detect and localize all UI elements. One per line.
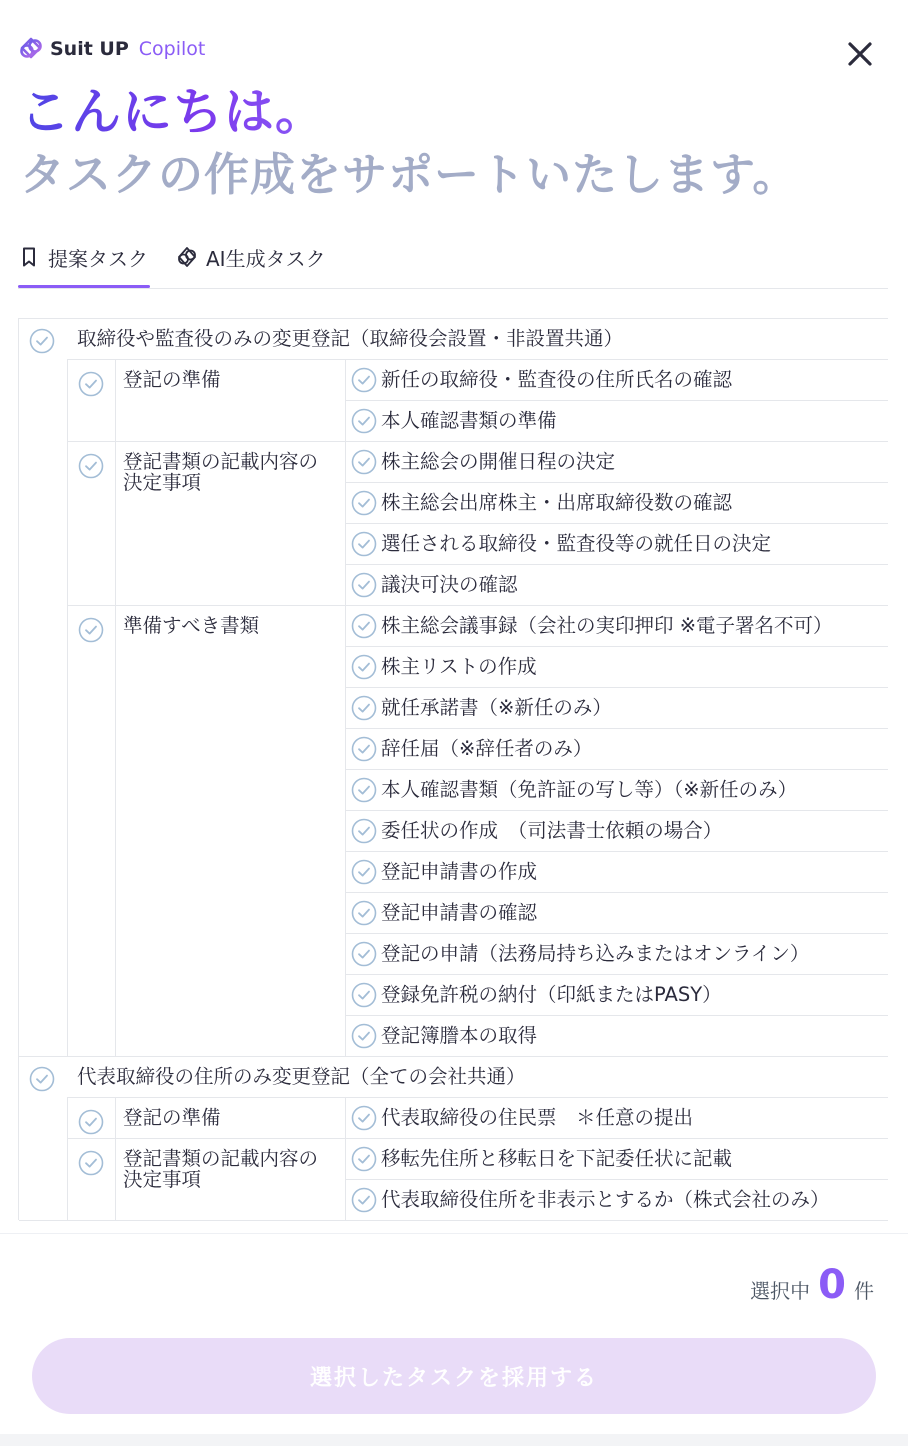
task-item-label: 登記申請書の作成 bbox=[381, 860, 538, 883]
task-item-checkbox[interactable] bbox=[351, 941, 377, 967]
brand-name: Suit UP bbox=[50, 38, 129, 60]
row-divider bbox=[345, 892, 888, 893]
task-item-label: 委任状の作成 （司法書士依頼の場合） bbox=[381, 819, 723, 842]
row-divider bbox=[67, 1138, 888, 1139]
column-divider bbox=[67, 1097, 68, 1220]
row-divider bbox=[345, 687, 888, 688]
task-item-label: 株主総会議事録（会社の実印押印 ※電子署名不可） bbox=[381, 614, 833, 637]
task-item-label: 選任される取締役・監査役等の就任日の決定 bbox=[381, 532, 772, 555]
row-divider bbox=[67, 605, 888, 606]
column-divider bbox=[345, 1097, 346, 1138]
task-section-checkbox[interactable] bbox=[78, 617, 104, 643]
task-tabs bbox=[18, 226, 888, 289]
task-group-checkbox[interactable] bbox=[29, 328, 55, 354]
task-item-checkbox[interactable] bbox=[351, 613, 377, 639]
task-item-checkbox[interactable] bbox=[351, 408, 377, 434]
column-divider bbox=[345, 605, 346, 1056]
row-divider bbox=[345, 482, 888, 483]
column-divider bbox=[345, 359, 346, 441]
footer-panel bbox=[0, 1233, 908, 1446]
greeting-title: こんにちは。 bbox=[20, 83, 326, 141]
ai-link-icon bbox=[176, 246, 198, 268]
column-divider bbox=[345, 1138, 346, 1220]
task-item-checkbox[interactable] bbox=[351, 859, 377, 885]
task-section-title: 登記書類の記載内容の決定事項 bbox=[123, 1147, 319, 1191]
task-item-label: 就任承諾書（※新任のみ） bbox=[381, 696, 612, 719]
row-divider bbox=[345, 646, 888, 647]
row-divider bbox=[67, 441, 888, 442]
tab-label: AI生成タスク bbox=[206, 246, 326, 271]
row-divider bbox=[345, 400, 888, 401]
column-divider bbox=[115, 605, 116, 1056]
row-divider bbox=[345, 810, 888, 811]
bookmark-icon bbox=[18, 246, 40, 268]
column-divider bbox=[115, 441, 116, 605]
task-item-checkbox[interactable] bbox=[351, 1187, 377, 1213]
task-item-label: 株主リストの作成 bbox=[381, 655, 537, 678]
count-number: 0 bbox=[818, 1262, 846, 1308]
task-item-checkbox[interactable] bbox=[351, 572, 377, 598]
active-tab-indicator bbox=[18, 285, 150, 288]
column-divider bbox=[115, 1097, 116, 1138]
task-item-label: 本人確認書類の準備 bbox=[381, 409, 557, 432]
task-section-title: 登記書類の記載内容の決定事項 bbox=[123, 450, 319, 494]
task-section-checkbox[interactable] bbox=[78, 453, 104, 479]
task-item-checkbox[interactable] bbox=[351, 490, 377, 516]
column-divider bbox=[67, 359, 68, 1056]
column-divider bbox=[115, 359, 116, 441]
task-item-label: 辞任届（※辞任者のみ） bbox=[381, 737, 593, 760]
task-item-checkbox[interactable] bbox=[351, 367, 377, 393]
task-item-label: 代表取締役住所を非表示とするか（株式会社のみ） bbox=[381, 1188, 830, 1211]
task-item-checkbox[interactable] bbox=[351, 1023, 377, 1049]
row-divider bbox=[345, 1179, 888, 1180]
task-item-checkbox[interactable] bbox=[351, 1146, 377, 1172]
task-item-label: 登記申請書の確認 bbox=[381, 901, 538, 924]
task-item-checkbox[interactable] bbox=[351, 777, 377, 803]
task-item-label: 移転先住所と移転日を下記委任状に記載 bbox=[381, 1147, 733, 1170]
task-item-label: 登記簿謄本の取得 bbox=[381, 1024, 538, 1047]
task-item-label: 新任の取締役・監査役の住所氏名の確認 bbox=[381, 368, 733, 391]
row-divider bbox=[67, 1097, 888, 1098]
task-item-checkbox[interactable] bbox=[351, 1105, 377, 1131]
task-item-checkbox[interactable] bbox=[351, 531, 377, 557]
suitup-logo-icon bbox=[18, 36, 44, 62]
brand-sub: Copilot bbox=[138, 38, 206, 60]
task-list-scroll[interactable] bbox=[18, 318, 888, 1232]
task-group-checkbox[interactable] bbox=[29, 1066, 55, 1092]
row-divider bbox=[19, 1056, 888, 1057]
task-item-checkbox[interactable] bbox=[351, 900, 377, 926]
task-item-label: 登記の申請（法務局持ち込みまたはオンライン） bbox=[381, 942, 810, 965]
task-item-checkbox[interactable] bbox=[351, 818, 377, 844]
adopt-tasks-button[interactable]: 選択したタスクを採用する bbox=[32, 1338, 876, 1414]
task-section-title: 登記の準備 bbox=[123, 1106, 221, 1129]
task-item-checkbox[interactable] bbox=[351, 695, 377, 721]
task-section-checkbox[interactable] bbox=[78, 371, 104, 397]
row-divider bbox=[19, 1220, 888, 1221]
task-item-label: 代表取締役の住民票 ＊任意の提出 bbox=[381, 1106, 694, 1129]
app-header bbox=[18, 36, 205, 62]
task-item-label: 株主総会の開催日程の決定 bbox=[381, 450, 616, 473]
task-item-checkbox[interactable] bbox=[351, 982, 377, 1008]
task-item-checkbox[interactable] bbox=[351, 449, 377, 475]
count-suffix: 件 bbox=[854, 1279, 874, 1303]
tab-label: 提案タスク bbox=[48, 246, 148, 271]
bottom-bar bbox=[0, 1434, 908, 1446]
close-icon[interactable] bbox=[842, 36, 878, 72]
row-divider bbox=[345, 769, 888, 770]
tab-suggested-tasks[interactable] bbox=[18, 226, 150, 288]
row-divider bbox=[345, 564, 888, 565]
row-divider bbox=[345, 728, 888, 729]
selected-count bbox=[750, 1262, 874, 1308]
task-item-label: 議決可決の確認 bbox=[381, 573, 518, 596]
task-section-checkbox[interactable] bbox=[78, 1109, 104, 1135]
task-item-checkbox[interactable] bbox=[351, 654, 377, 680]
count-prefix: 選択中 bbox=[750, 1279, 811, 1303]
row-divider bbox=[345, 851, 888, 852]
row-divider bbox=[345, 933, 888, 934]
task-item-label: 株主総会出席株主・出席取締役数の確認 bbox=[381, 491, 733, 514]
task-item-label: 登録免許税の納付（印紙またはPASY） bbox=[381, 983, 722, 1006]
task-item-label: 本人確認書類（免許証の写し等）（※新任のみ） bbox=[381, 778, 798, 801]
column-divider bbox=[115, 1138, 116, 1220]
greeting-subtitle: タスクの作成をサポートいたします。 bbox=[20, 148, 799, 201]
task-section-title: 準備すべき書類 bbox=[123, 614, 260, 637]
row-divider bbox=[67, 359, 888, 360]
row-divider bbox=[345, 974, 888, 975]
task-section-title: 登記の準備 bbox=[123, 368, 221, 391]
tab-ai-generated-tasks[interactable] bbox=[176, 226, 326, 288]
task-group-title: 代表取締役の住所のみ変更登記（全ての会社共通） bbox=[77, 1065, 526, 1088]
task-section-checkbox[interactable] bbox=[78, 1150, 104, 1176]
column-divider bbox=[345, 441, 346, 605]
task-group-title: 取締役や監査役のみの変更登記（取締役会設置・非設置共通） bbox=[77, 327, 624, 350]
row-divider bbox=[19, 318, 888, 319]
row-divider bbox=[345, 523, 888, 524]
row-divider bbox=[345, 1015, 888, 1016]
task-table bbox=[18, 318, 888, 1220]
task-item-checkbox[interactable] bbox=[351, 736, 377, 762]
